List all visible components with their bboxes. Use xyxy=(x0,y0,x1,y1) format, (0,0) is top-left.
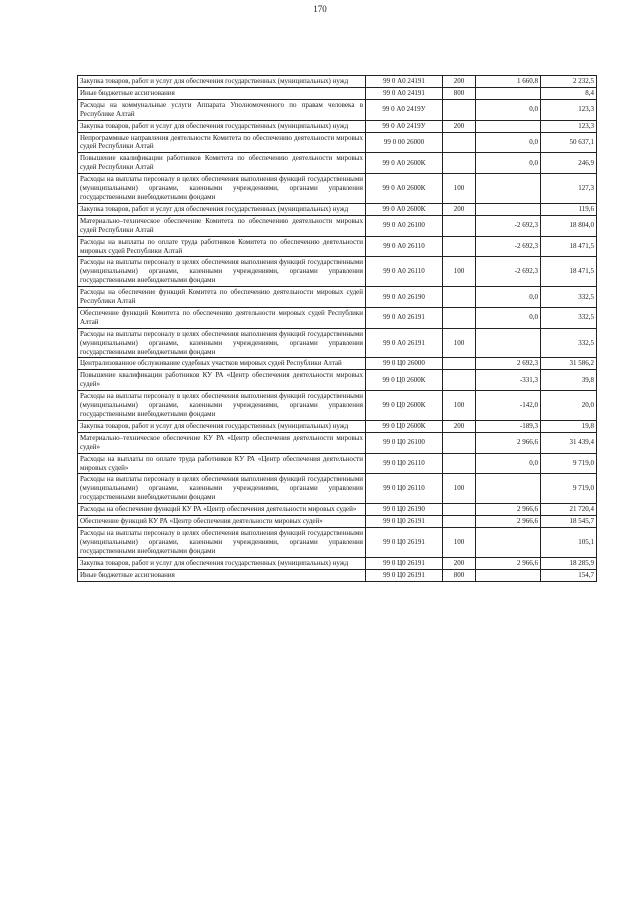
row-name-cell: Расходы на выплаты по оплате труда работников Комитета по обеспечению деятельности мировых судей Республики Алтай xyxy=(78,236,366,257)
row-expense-type-cell: 100 xyxy=(443,328,476,358)
row-change-cell: 0,0 xyxy=(476,153,541,174)
row-code-cell: 99 0 А0 2600К xyxy=(366,203,443,215)
row-name-cell: Расходы на обеспечение функций Комитета по обеспечению деятельности мировых судей Республики Алтай xyxy=(78,287,366,308)
row-total-cell: 20,0 xyxy=(541,391,597,421)
row-code-cell: 99 0 А0 26191 xyxy=(366,328,443,358)
row-total-cell: 18 545,7 xyxy=(541,516,597,528)
table-row xyxy=(78,87,597,99)
row-expense-type-cell: 200 xyxy=(443,420,476,432)
row-name-cell: Закупка товаров, работ и услуг для обеспечения государственных (муниципальных) нужд xyxy=(78,557,366,569)
row-code-cell: 99 0 Ц0 26191 xyxy=(366,527,443,557)
row-name-cell: Расходы на обеспечение функций КУ РА «Центр обеспечения деятельности мировых судей» xyxy=(78,504,366,516)
table-row xyxy=(78,99,597,120)
row-total-cell: 332,5 xyxy=(541,307,597,328)
row-change-cell: -142,0 xyxy=(476,391,541,421)
row-name-cell: Расходы на выплаты по оплате труда работников КУ РА «Центр обеспечения деятельности мировых судей» xyxy=(78,453,366,474)
row-change-cell xyxy=(476,174,541,204)
row-code-cell: 99 0 Ц0 26100 xyxy=(366,432,443,453)
table-row xyxy=(78,174,597,204)
table-row xyxy=(78,287,597,308)
row-expense-type-cell: 200 xyxy=(443,203,476,215)
row-expense-type-cell xyxy=(443,287,476,308)
row-code-cell: 99 0 00 26000 xyxy=(366,132,443,153)
row-name-cell: Закупка товаров, работ и услуг для обеспечения государственных (муниципальных) нужд xyxy=(78,120,366,132)
row-change-cell xyxy=(476,569,541,581)
row-expense-type-cell xyxy=(443,504,476,516)
row-code-cell: 99 0 Ц0 26191 xyxy=(366,569,443,581)
row-name-cell: Расходы на выплаты персоналу в целях обеспечения выполнения функций государственными (муниципальными) органами, казенными учреждениями, органами управления государственными внебюджетными фондами xyxy=(78,527,366,557)
row-expense-type-cell: 800 xyxy=(443,569,476,581)
table-row xyxy=(78,453,597,474)
table-row xyxy=(78,236,597,257)
row-change-cell xyxy=(476,474,541,504)
row-change-cell: 2 692,3 xyxy=(476,358,541,370)
row-total-cell: 246,9 xyxy=(541,153,597,174)
row-total-cell: 9 719,0 xyxy=(541,453,597,474)
row-total-cell: 332,5 xyxy=(541,328,597,358)
row-total-cell: 105,1 xyxy=(541,527,597,557)
row-name-cell: Материально–техническое обеспечение КУ РА «Центр обеспечения деятельности мировых судей» xyxy=(78,432,366,453)
row-change-cell xyxy=(476,527,541,557)
row-change-cell xyxy=(476,120,541,132)
row-expense-type-cell xyxy=(443,99,476,120)
row-name-cell: Непрограммные направления деятельности Комитета по обеспечению деятельности мировых судей Республики Алтай xyxy=(78,132,366,153)
row-expense-type-cell: 100 xyxy=(443,174,476,204)
row-total-cell: 332,5 xyxy=(541,287,597,308)
row-expense-type-cell xyxy=(443,236,476,257)
row-expense-type-cell: 200 xyxy=(443,557,476,569)
row-name-cell: Закупка товаров, работ и услуг для обеспечения государственных (муниципальных) нужд xyxy=(78,76,366,88)
row-code-cell: 99 0 Ц0 26000 xyxy=(366,358,443,370)
row-change-cell: 0,0 xyxy=(476,453,541,474)
row-total-cell: 2 232,5 xyxy=(541,76,597,88)
table-row xyxy=(78,391,597,421)
row-expense-type-cell: 800 xyxy=(443,87,476,99)
row-code-cell: 99 0 А0 2600К xyxy=(366,153,443,174)
table-row xyxy=(78,76,597,88)
table-row xyxy=(78,474,597,504)
table-row xyxy=(78,504,597,516)
table-row xyxy=(78,153,597,174)
row-code-cell: 99 0 Ц0 26110 xyxy=(366,474,443,504)
row-change-cell: 2 966,6 xyxy=(476,516,541,528)
row-total-cell: 39,8 xyxy=(541,370,597,391)
row-expense-type-cell: 100 xyxy=(443,391,476,421)
row-code-cell: 99 0 Ц0 26191 xyxy=(366,557,443,569)
row-code-cell: 99 0 А0 2419У xyxy=(366,99,443,120)
table-row xyxy=(78,370,597,391)
row-code-cell: 99 0 А0 26190 xyxy=(366,287,443,308)
row-total-cell: 18 471,5 xyxy=(541,236,597,257)
row-expense-type-cell xyxy=(443,215,476,236)
row-code-cell: 99 0 Ц0 2600К xyxy=(366,420,443,432)
row-code-cell: 99 0 А0 26100 xyxy=(366,215,443,236)
row-change-cell: 0,0 xyxy=(476,132,541,153)
row-total-cell: 123,3 xyxy=(541,120,597,132)
table-row xyxy=(78,203,597,215)
row-total-cell: 31 586,2 xyxy=(541,358,597,370)
row-name-cell: Материально–техническое обеспечение Комитета по обеспечению деятельности мировых судей Республики Алтай xyxy=(78,215,366,236)
row-total-cell: 31 439,4 xyxy=(541,432,597,453)
row-expense-type-cell: 200 xyxy=(443,120,476,132)
row-total-cell: 18 471,5 xyxy=(541,257,597,287)
row-name-cell: Обеспечение функций КУ РА «Центр обеспечения деятельности мировых судей» xyxy=(78,516,366,528)
row-change-cell: 2 966,6 xyxy=(476,504,541,516)
budget-table-body xyxy=(78,76,597,582)
row-change-cell: 2 966,6 xyxy=(476,557,541,569)
row-expense-type-cell xyxy=(443,516,476,528)
row-change-cell xyxy=(476,203,541,215)
row-name-cell: Расходы на коммунальные услуги Аппарата Уполномоченного по правам человека в Республике Алтай xyxy=(78,99,366,120)
row-code-cell: 99 0 А0 2600К xyxy=(366,174,443,204)
table-row xyxy=(78,527,597,557)
row-name-cell: Расходы на выплаты персоналу в целях обеспечения выполнения функций государственными (муниципальными) органами, казенными учреждениями, органами управления государственными внебюджетными фондами xyxy=(78,174,366,204)
row-change-cell: 2 966,6 xyxy=(476,432,541,453)
row-name-cell: Иные бюджетные ассигнования xyxy=(78,87,366,99)
row-name-cell: Расходы на выплаты персоналу в целях обеспечения выполнения функций государственными (муниципальными) органами, казенными учреждениями, органами управления государственными внебюджетными фондами xyxy=(78,391,366,421)
budget-table xyxy=(77,75,597,582)
row-change-cell: -189,3 xyxy=(476,420,541,432)
row-change-cell: 0,0 xyxy=(476,99,541,120)
row-change-cell: 0,0 xyxy=(476,307,541,328)
row-code-cell: 99 0 Ц0 2600К xyxy=(366,391,443,421)
row-total-cell: 9 719,0 xyxy=(541,474,597,504)
row-code-cell: 99 0 Ц0 26191 xyxy=(366,516,443,528)
row-code-cell: 99 0 А0 26110 xyxy=(366,236,443,257)
row-total-cell: 50 637,1 xyxy=(541,132,597,153)
row-expense-type-cell: 100 xyxy=(443,257,476,287)
row-total-cell: 19,8 xyxy=(541,420,597,432)
table-row xyxy=(78,132,597,153)
table-row xyxy=(78,516,597,528)
row-code-cell: 99 0 А0 24191 xyxy=(366,87,443,99)
table-row xyxy=(78,557,597,569)
row-name-cell: Закупка товаров, работ и услуг для обеспечения государственных (муниципальных) нужд xyxy=(78,420,366,432)
row-code-cell: 99 0 Ц0 26110 xyxy=(366,453,443,474)
row-change-cell xyxy=(476,87,541,99)
table-row xyxy=(78,358,597,370)
row-total-cell: 18 804,0 xyxy=(541,215,597,236)
row-code-cell: 99 0 Ц0 2600К xyxy=(366,370,443,391)
table-row xyxy=(78,307,597,328)
row-expense-type-cell xyxy=(443,358,476,370)
row-total-cell: 8,4 xyxy=(541,87,597,99)
table-row xyxy=(78,569,597,581)
row-name-cell: Расходы на выплаты персоналу в целях обеспечения выполнения функций государственными (муниципальными) органами, казенными учреждениями, органами управления государственными внебюджетными фондами xyxy=(78,328,366,358)
row-expense-type-cell: 100 xyxy=(443,527,476,557)
row-total-cell: 123,3 xyxy=(541,99,597,120)
row-expense-type-cell xyxy=(443,307,476,328)
table-row xyxy=(78,215,597,236)
row-total-cell: 18 285,9 xyxy=(541,557,597,569)
row-change-cell: 1 660,8 xyxy=(476,76,541,88)
table-row xyxy=(78,432,597,453)
page-number: 170 xyxy=(313,4,327,14)
row-expense-type-cell: 200 xyxy=(443,76,476,88)
row-expense-type-cell xyxy=(443,132,476,153)
row-code-cell: 99 0 А0 2419У xyxy=(366,120,443,132)
row-name-cell: Повышение квалификации работников Комитета по обеспечению деятельности мировых судей Республики Алтай xyxy=(78,153,366,174)
row-name-cell: Расходы на выплаты персоналу в целях обеспечения выполнения функций государственными (муниципальными) органами, казенными учреждениями, органами управления государственными внебюджетными фондами xyxy=(78,257,366,287)
row-change-cell: 0,0 xyxy=(476,287,541,308)
table-row xyxy=(78,120,597,132)
row-code-cell: 99 0 А0 24191 xyxy=(366,76,443,88)
row-name-cell: Закупка товаров, работ и услуг для обеспечения государственных (муниципальных) нужд xyxy=(78,203,366,215)
row-change-cell xyxy=(476,328,541,358)
row-total-cell: 21 720,4 xyxy=(541,504,597,516)
table-row xyxy=(78,257,597,287)
row-name-cell: Централизованное обслуживание судебных участков мировых судей Республики Алтай xyxy=(78,358,366,370)
table-row xyxy=(78,420,597,432)
row-expense-type-cell xyxy=(443,153,476,174)
row-expense-type-cell xyxy=(443,453,476,474)
row-expense-type-cell xyxy=(443,432,476,453)
row-change-cell: -2 692,3 xyxy=(476,236,541,257)
row-name-cell: Повышение квалификации работников КУ РА «Центр обеспечения деятельности мировых судей» xyxy=(78,370,366,391)
row-change-cell: -2 692,3 xyxy=(476,257,541,287)
row-change-cell: -331,3 xyxy=(476,370,541,391)
row-change-cell: -2 692,3 xyxy=(476,215,541,236)
row-total-cell: 154,7 xyxy=(541,569,597,581)
row-expense-type-cell: 100 xyxy=(443,474,476,504)
row-code-cell: 99 0 А0 26191 xyxy=(366,307,443,328)
row-name-cell: Иные бюджетные ассигнования xyxy=(78,569,366,581)
row-total-cell: 127,3 xyxy=(541,174,597,204)
row-name-cell: Обеспечение функций Комитета по обеспечению деятельности мировых судей Республики Алтай xyxy=(78,307,366,328)
row-code-cell: 99 0 А0 26110 xyxy=(366,257,443,287)
row-expense-type-cell xyxy=(443,370,476,391)
row-code-cell: 99 0 Ц0 26190 xyxy=(366,504,443,516)
row-total-cell: 119,6 xyxy=(541,203,597,215)
table-row xyxy=(78,328,597,358)
row-name-cell: Расходы на выплаты персоналу в целях обеспечения выполнения функций государственными (муниципальными) органами, казенными учреждениями, органами управления государственными внебюджетными фондами xyxy=(78,474,366,504)
